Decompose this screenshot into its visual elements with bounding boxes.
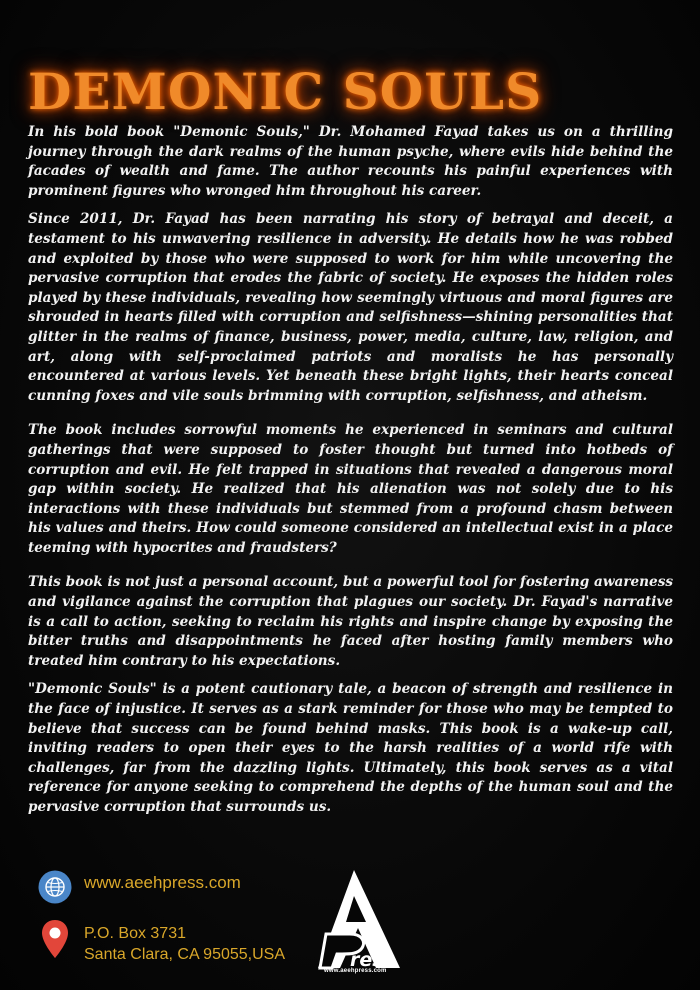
blurb-paragraph-4: This book is not just a personal account, but a powerful tool for fostering awareness and vigilance against the corruption that plagues our society. Dr. Fayad's narrative is a call to action, seeking to reclaim his rights and inspire change by exposing the bitter truths and disappointments he faced after hosting family members who treated him contrary to his expectations.: [28, 574, 673, 669]
aeeh-press-logo: [310, 868, 410, 980]
logo-url: www.aeehpress.com: [324, 968, 387, 974]
website-link[interactable]: www.aeehpress.com: [84, 873, 241, 892]
location-pin-icon: [40, 919, 70, 959]
book-title: DEMONIC SOULS: [28, 62, 543, 121]
logo-wordmark: ress: [350, 949, 395, 971]
publisher-footer: [0, 860, 700, 990]
blurb-paragraph-5: "Demonic Souls" is a potent cautionary tale, a beacon of strength and resilience in the face of injustice. It serves as a stark reminder for those who may be tempted to believe that success can be found behind masks. This book is a wake-up call, inviting readers to open their eyes to the harsh realities of a world rife with challenges, far from the dazzling lights. Ultimately, this book serves as a vital reference for anyone seeking to comprehend the depths of the human soul and the pervasive corruption that surrounds us.: [28, 681, 673, 815]
blurb-paragraph-2: Since 2011, Dr. Fayad has been narrating his story of betrayal and deceit, a testament to his unwavering resilience in adversity. He details how he was robbed and exploited by those who were supposed to work for him while uncovering the pervasive corruption that erodes the fabric of society. He exposes the hidden roles played by these individuals, revealing how seemingly virtuous and moral figures are shrouded in hearts filled with corruption and selfishness—shining personalities that glitter in the realms of finance, business, power, media, culture, law, religion, and art, along with self-proclaimed patriots and moralists he has personally encountered at various levels. Yet beneath these bright lights, their hearts conceal cunning foxes and vile souls brimming with corruption, selfishness, and atheism.: [28, 211, 673, 404]
address-line-1: P.O. Box 3731: [84, 925, 186, 942]
address-line-2: Santa Clara, CA 95055,USA: [84, 946, 286, 963]
globe-icon: [38, 870, 72, 904]
blurb-paragraph-3: The book includes sorrowful moments he experienced in seminars and cultural gatherings that were supposed to foster thought but turned into hotbeds of corruption and evil. He felt trapped in situations that revealed a dangerous moral gap within society. He realized that his alienation was not solely due to his interactions with these individuals but stemmed from a profound chasm between his values and theirs. How could someone considered an intellectual exist in a place teeming with hypocrites and fraudsters?: [28, 422, 673, 556]
blurb-paragraph-1: In his bold book "Demonic Souls," Dr. Mohamed Fayad takes us on a thrilling journey through the dark realms of the human psyche, where evils hide behind the facades of wealth and fame. The author recounts his painful experiences with prominent figures who wronged him throughout his career.: [28, 124, 673, 199]
postal-address: [84, 923, 285, 965]
blurb: [28, 123, 673, 827]
